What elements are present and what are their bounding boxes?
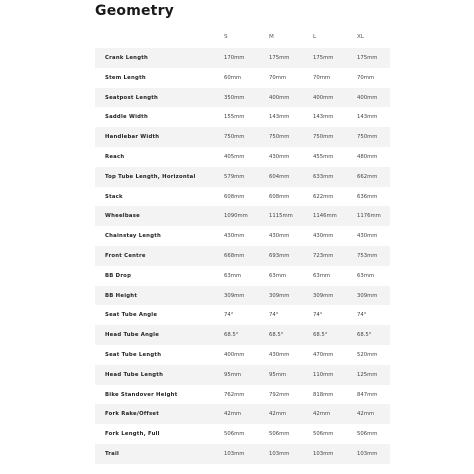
row-value-m: 42mm — [269, 411, 287, 418]
row-value-s: 762mm — [224, 391, 245, 398]
row-value-m: 68.5° — [269, 332, 284, 339]
table-row — [95, 88, 390, 108]
row-value-l: 70mm — [313, 74, 331, 81]
row-value-s: 95mm — [224, 371, 242, 378]
row-value-s: 155mm — [224, 114, 245, 121]
size-header-xl: XL — [357, 34, 364, 40]
row-value-l: 63mm — [313, 272, 331, 279]
row-label: Trail — [105, 450, 120, 457]
row-value-s: 74° — [224, 312, 234, 319]
row-label: Wheelbase — [105, 213, 140, 220]
row-value-s: 750mm — [224, 134, 245, 141]
table-row — [95, 345, 390, 365]
row-value-xl: 400mm — [357, 94, 378, 101]
row-value-l: 430mm — [313, 233, 334, 240]
row-label: Seat Tube Angle — [105, 312, 158, 319]
table-row — [95, 167, 390, 187]
row-value-xl: 175mm — [357, 55, 378, 61]
size-header-s: S — [224, 34, 228, 40]
table-row — [95, 305, 390, 325]
row-value-xl: 42mm — [357, 411, 375, 418]
row-value-l: 506mm — [313, 431, 334, 438]
row-value-s: 63mm — [224, 272, 242, 279]
row-value-xl: 125mm — [357, 371, 378, 378]
row-value-s: 1090mm — [224, 213, 248, 220]
row-value-l: 750mm — [313, 134, 334, 141]
row-value-l: 400mm — [313, 94, 334, 101]
row-value-m: 309mm — [269, 292, 290, 299]
row-value-m: 792mm — [269, 391, 290, 398]
row-value-s: 400mm — [224, 351, 245, 358]
row-label: Front Centre — [105, 252, 146, 259]
row-value-l: 74° — [313, 312, 323, 319]
row-value-xl: 636mm — [357, 193, 378, 200]
row-value-l: 143mm — [313, 114, 334, 121]
row-value-s: 668mm — [224, 252, 245, 259]
row-label: Saddle Width — [105, 114, 148, 121]
row-value-l: 723mm — [313, 252, 334, 259]
row-value-xl: 662mm — [357, 173, 378, 180]
table-row — [95, 246, 390, 266]
row-value-s: 68.5° — [224, 332, 239, 339]
row-value-m: 74° — [269, 312, 279, 319]
row-value-m: 63mm — [269, 272, 287, 279]
row-value-xl: 480mm — [357, 153, 378, 160]
row-value-m: 400mm — [269, 94, 290, 101]
row-value-m: 604mm — [269, 173, 290, 180]
table-row — [95, 68, 390, 88]
row-value-m: 103mm — [269, 450, 290, 457]
row-value-xl: 750mm — [357, 134, 378, 141]
row-label: Reach — [105, 153, 125, 160]
row-value-s: 60mm — [224, 74, 242, 81]
row-label: BB Drop — [105, 272, 132, 279]
row-label: Seat Tube Length — [105, 351, 162, 358]
size-header-row — [95, 31, 390, 45]
geometry-table — [95, 48, 390, 464]
table-row — [95, 206, 390, 226]
row-value-xl: 520mm — [357, 351, 378, 358]
table-row — [95, 444, 390, 464]
row-label: Handlebar Width — [105, 134, 160, 141]
row-value-s: 42mm — [224, 411, 242, 418]
row-label: Crank Length — [105, 55, 149, 61]
row-value-s: 608mm — [224, 193, 245, 200]
table-row — [95, 127, 390, 147]
row-value-l: 818mm — [313, 391, 334, 398]
row-value-l: 103mm — [313, 450, 334, 457]
row-value-s: 579mm — [224, 173, 245, 180]
row-value-l: 42mm — [313, 411, 331, 418]
size-header-m: M — [269, 34, 274, 40]
table-row — [95, 286, 390, 306]
row-value-xl: 68.5° — [357, 332, 372, 339]
row-value-xl: 506mm — [357, 431, 378, 438]
row-label: Seatpost Length — [105, 94, 159, 101]
row-value-s: 405mm — [224, 153, 245, 160]
row-value-l: 175mm — [313, 55, 334, 61]
row-label: Head Tube Angle — [105, 332, 160, 339]
row-label: Stem Length — [105, 74, 146, 81]
row-value-m: 608mm — [269, 193, 290, 200]
row-value-m: 70mm — [269, 74, 287, 81]
row-label: Head Tube Length — [105, 371, 164, 378]
row-value-l: 470mm — [313, 351, 334, 358]
row-value-l: 622mm — [313, 193, 334, 200]
row-value-xl: 103mm — [357, 450, 378, 457]
row-label: Fork Length, Full — [105, 431, 160, 438]
row-value-s: 170mm — [224, 55, 245, 61]
table-row — [95, 107, 390, 127]
row-value-xl: 753mm — [357, 252, 378, 259]
row-value-m: 693mm — [269, 252, 290, 259]
table-row — [95, 325, 390, 345]
table-row — [95, 266, 390, 286]
row-label: Stack — [105, 193, 123, 200]
row-value-s: 103mm — [224, 450, 245, 457]
row-label: BB Height — [105, 292, 138, 299]
row-value-xl: 1176mm — [357, 213, 381, 220]
row-value-m: 430mm — [269, 233, 290, 240]
table-row — [95, 147, 390, 167]
size-header-l: L — [313, 34, 317, 40]
row-value-xl: 143mm — [357, 114, 378, 121]
table-row — [95, 404, 390, 424]
table-row — [95, 424, 390, 444]
row-value-l: 110mm — [313, 371, 334, 378]
row-label: Top Tube Length, Horizontal — [105, 173, 196, 180]
table-row — [95, 187, 390, 207]
row-value-m: 175mm — [269, 55, 290, 61]
row-label: Bike Standover Height — [105, 391, 178, 398]
row-value-xl: 63mm — [357, 272, 375, 279]
row-value-m: 430mm — [269, 153, 290, 160]
row-value-m: 143mm — [269, 114, 290, 121]
row-value-l: 309mm — [313, 292, 334, 299]
table-row — [95, 385, 390, 405]
row-value-l: 68.5° — [313, 332, 328, 339]
page-title: Geometry — [95, 3, 175, 19]
row-value-l: 455mm — [313, 153, 334, 160]
row-value-s: 309mm — [224, 292, 245, 299]
row-value-m: 750mm — [269, 134, 290, 141]
row-value-m: 430mm — [269, 351, 290, 358]
row-value-s: 350mm — [224, 94, 245, 101]
row-value-xl: 847mm — [357, 391, 378, 398]
row-value-m: 1115mm — [269, 213, 293, 220]
row-value-m: 506mm — [269, 431, 290, 438]
table-row — [95, 48, 390, 68]
row-value-l: 1146mm — [313, 213, 337, 220]
row-value-s: 506mm — [224, 431, 245, 438]
row-value-xl: 430mm — [357, 233, 378, 240]
row-value-l: 633mm — [313, 173, 334, 180]
table-row — [95, 226, 390, 246]
table-row — [95, 365, 390, 385]
row-value-xl: 74° — [357, 312, 367, 319]
row-label: Fork Rake/Offset — [105, 411, 159, 418]
row-value-xl: 309mm — [357, 292, 378, 299]
row-value-m: 95mm — [269, 371, 287, 378]
row-label: Chainstay Length — [105, 233, 162, 240]
row-value-xl: 70mm — [357, 74, 375, 81]
row-value-s: 430mm — [224, 233, 245, 240]
